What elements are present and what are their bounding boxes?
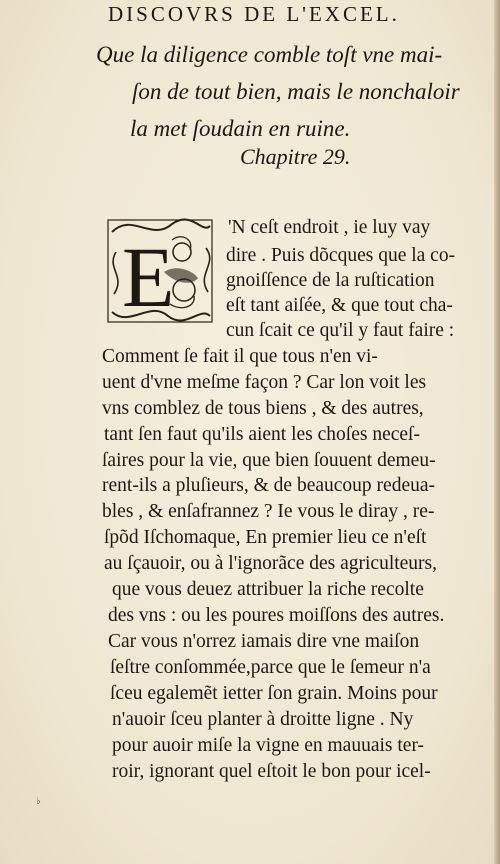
stray-ink-mark: ♭ bbox=[36, 796, 41, 807]
body-line-11: rent-ils a pluſieurs, & de beaucoup redeua- bbox=[102, 475, 435, 496]
body-line-1: 'N ceſt endroit , ie luy vay bbox=[228, 217, 431, 238]
body-line-13: ſpõd Iſchomaque, En premier lieu ce n'eſt bbox=[104, 527, 427, 548]
body-line-4: eſt tant aiſée, & que tout cha- bbox=[226, 295, 453, 316]
body-line-16: des vns : ou les poures moiſſons des autres. bbox=[108, 605, 445, 626]
chapter-number: Chapitre 29. bbox=[240, 144, 351, 169]
body-line-8: vns comblez de tous biens , & des autres, bbox=[102, 398, 424, 419]
body-line-17: Car vous n'orrez iamais dire vne maiſon bbox=[108, 631, 420, 652]
body-line-22: roir, ignorant quel eſtoit le bon pour icel- bbox=[112, 761, 431, 782]
body-line-21: pour auoir miſe la vigne en mauuais ter- bbox=[112, 735, 425, 756]
summary-line-1: Que la diligence comble toſt vne mai- bbox=[96, 42, 443, 67]
body-line-20: n'auoir ſceu planter à droitte ligne . Ny bbox=[112, 709, 414, 730]
body-line-7: uent d'vne meſme façon ? Car lon voit les bbox=[102, 372, 427, 393]
body-line-6: Comment ſe fait il que tous n'en vi- bbox=[102, 346, 378, 367]
running-head: DISCOVRS DE L'EXCEL. bbox=[108, 2, 400, 26]
body-line-14: au ſçauoir, ou à l'ignorãce des agriculteurs, bbox=[104, 553, 438, 574]
body-line-3: gnoiſſence de la ruſtication bbox=[226, 270, 435, 291]
body-line-19: ſceu egalemẽt ietter ſon grain. Moins pour bbox=[110, 683, 438, 704]
initial-letter: E bbox=[122, 229, 175, 325]
body-line-5: cun ſcait ce qu'il y faut faire : bbox=[226, 320, 455, 341]
summary-line-2: ſon de tout bien, mais le nonchaloir bbox=[132, 79, 460, 104]
body-line-2: dire . Puis dõcques que la co- bbox=[226, 245, 456, 266]
body-line-9: tant ſen faut qu'ils aient les choſes neceſ- bbox=[104, 424, 420, 445]
body-line-10: ſaires pour la vie, que bien ſouuent demeu- bbox=[102, 450, 436, 471]
body-line-18: ſeſtre conſommée,parce que le ſemeur n'a bbox=[110, 657, 431, 678]
summary-line-3: la met ſoudain en ruine. bbox=[130, 116, 351, 141]
body-line-12: bles , & enſafrannez ? Ie vous le diray , re- bbox=[102, 501, 435, 522]
body-line-15: que vous deuez attribuer la riche recolte bbox=[112, 579, 424, 600]
